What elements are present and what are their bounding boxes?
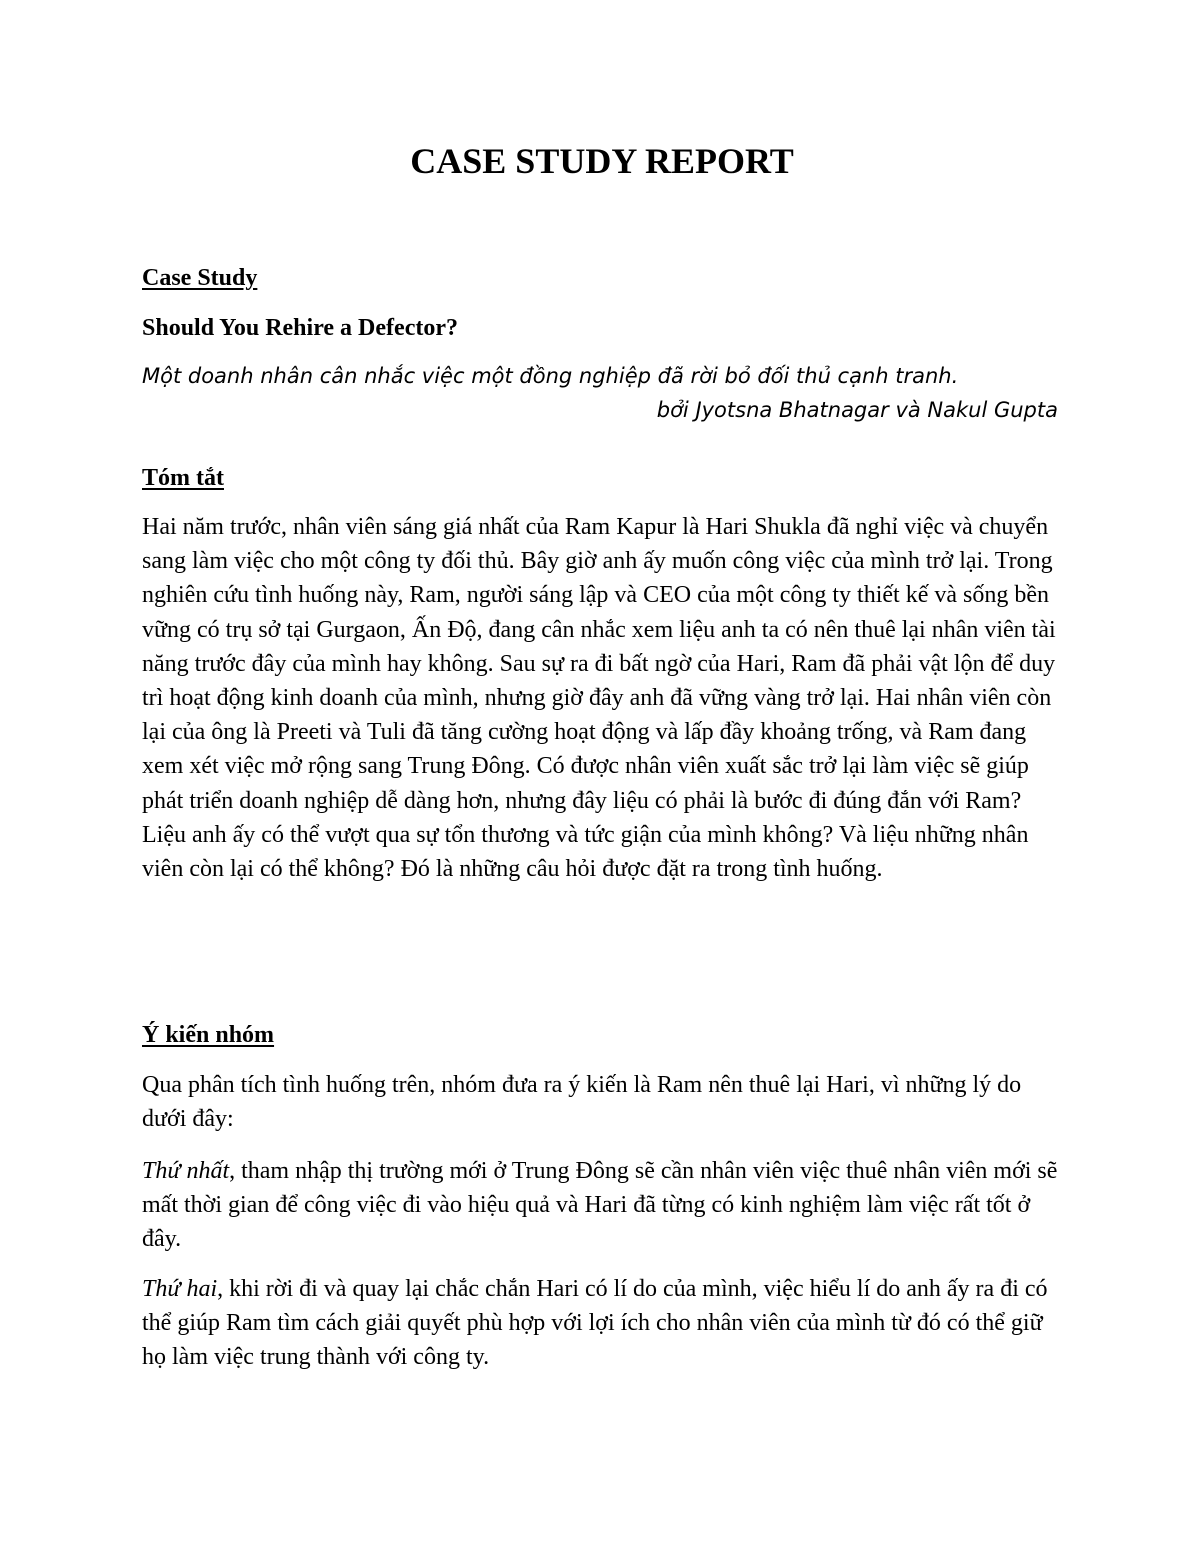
page-title: CASE STUDY REPORT — [410, 141, 794, 181]
summary-paragraph: Hai năm trước, nhân viên sáng giá nhất của Ram Kapur là Hari Shukla đã nghỉ việc và chuyển sang làm việc cho một công ty đối thủ. Bây giờ anh ấy muốn công việc của mình trở lại. Trong nghiên cứu tình huống này, Ram, người sáng lập và CEO của một công ty thiết kế và sống bền vững có trụ sở tại Gurgaon, Ấn Độ, đang cân nhắc xem liệu anh ta có nên thuê lại nhân viên tài năng trước đây của mình hay không. Sau sự ra đi bất ngờ của Hari, Ram đã phải vật lộn để duy trì hoạt động kinh doanh của mình, nhưng giờ đây anh đã vững vàng trở lại. Hai nhân viên còn lại của ông là Preeti và Tuli đã tăng cường hoạt động và lấp đầy khoảng trống, và Ram đang xem xét việc mở rộng sang Trung Đông. Có được nhân viên xuất sắc trở lại làm việc sẽ giúp phát triển doanh nghiệp dễ dàng hơn, nhưng đây liệu có phải là bước đi đúng đắn với Ram? Liệu anh ấy có thể vượt qua sự tổn thương và tức giận của mình không? Và liệu những nhân viên còn lại có thể không? Đó là những câu hỏi được đặt ra trong tình huống. — [142, 514, 1056, 883]
reason-paragraph-1 — [142, 1154, 1058, 1257]
reason-paragraph-2 — [142, 1272, 1058, 1375]
case-study-byline: bởi Jyotsna Bhatnagar và Nakul Gupta — [656, 398, 1058, 422]
reason-1-text: , tham nhập thị trường mới ở Trung Đông sẽ cần nhân viên việc thuê nhân viên mới sẽ mất thời gian để công việc đi vào hiệu quả và Hari đã từng có kinh nghiệm làm việc rất tốt ở đây. — [142, 1158, 1058, 1253]
case-study-teaser: Một doanh nhân cân nhắc việc một đồng nghiệp đã rời bỏ đối thủ cạnh tranh. — [142, 364, 959, 388]
group-opinion-heading: Ý kiến nhóm — [142, 1022, 275, 1048]
summary-heading: Tóm tắt — [142, 465, 224, 491]
case-study-subtitle: Should You Rehire a Defector? — [142, 315, 458, 341]
group-opinion-intro: Qua phân tích tình huống trên, nhóm đưa ra ý kiến là Ram nên thuê lại Hari, vì những lý do dưới đây: — [142, 1072, 1022, 1133]
reason-2-label: Thứ hai — [142, 1276, 218, 1302]
reason-2-text: , khi rời đi và quay lại chắc chắn Hari có lí do của mình, việc hiểu lí do anh ấy ra đi có thể giúp Ram tìm cách giải quyết phù hợp với lợi ích cho nhân viên của mình từ đó có thể giữ họ làm việc trung thành với công ty. — [142, 1276, 1048, 1371]
case-study-heading: Case Study — [142, 265, 258, 291]
reason-1-label: Thứ nhất — [142, 1158, 230, 1184]
